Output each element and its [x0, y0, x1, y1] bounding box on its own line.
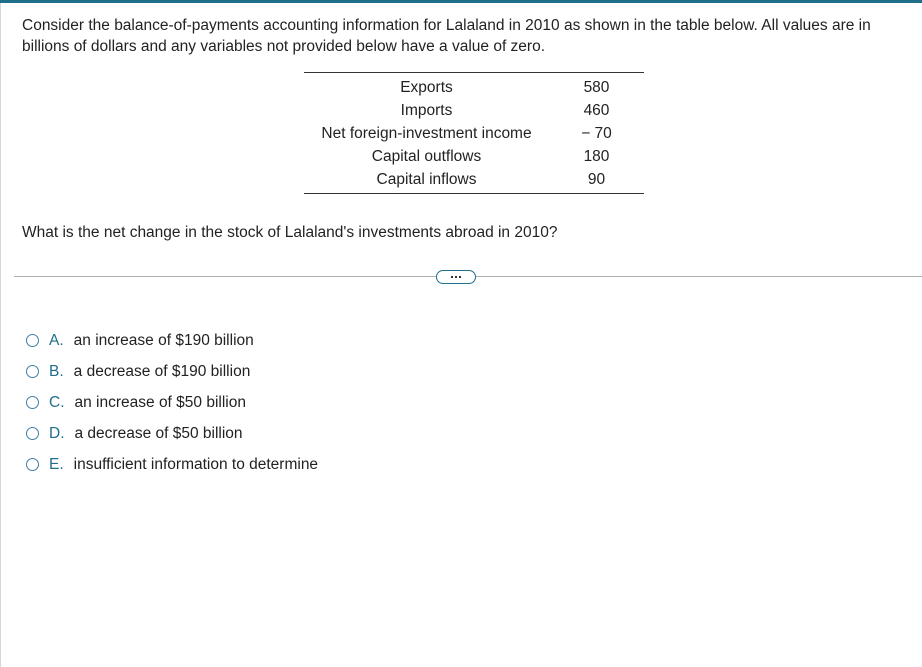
option-letter: E.	[49, 455, 64, 473]
ellipsis-icon	[451, 276, 461, 278]
table-row-label: Exports	[400, 78, 453, 96]
table-row-value: − 70	[581, 124, 612, 142]
radio-button[interactable]	[26, 458, 39, 471]
table-row	[304, 76, 644, 99]
option-text: a decrease of $50 billion	[74, 424, 243, 442]
question-prompt: What is the net change in the stock of Lalaland's investments abroad in 2010?	[22, 224, 558, 241]
table-row	[304, 145, 644, 168]
option-letter: A.	[49, 331, 64, 349]
top-accent-bar	[0, 0, 922, 3]
table-row	[304, 122, 644, 145]
option-a[interactable]	[26, 325, 318, 356]
option-letter: C.	[49, 393, 65, 411]
option-b[interactable]	[26, 356, 318, 387]
option-text: an increase of $50 billion	[74, 393, 246, 411]
radio-button[interactable]	[26, 396, 39, 409]
left-border	[0, 3, 1, 667]
option-e[interactable]	[26, 449, 318, 480]
option-text: a decrease of $190 billion	[73, 362, 251, 380]
bop-table	[304, 72, 644, 194]
radio-button[interactable]	[26, 427, 39, 440]
option-letter: D.	[49, 424, 65, 442]
radio-button[interactable]	[26, 334, 39, 347]
table-row-label: Net foreign-investment income	[321, 124, 532, 142]
table-row-label: Imports	[400, 101, 453, 119]
option-d[interactable]	[26, 418, 318, 449]
more-options-button[interactable]	[436, 270, 476, 284]
option-c[interactable]	[26, 387, 318, 418]
table-row	[304, 99, 644, 122]
radio-button[interactable]	[26, 365, 39, 378]
table-row-value: 180	[583, 147, 610, 165]
table-row-label: Capital outflows	[371, 147, 482, 165]
table-row-value: 580	[583, 78, 610, 96]
option-text: insufficient information to determine	[73, 455, 319, 473]
table-row-label: Capital inflows	[376, 170, 477, 188]
option-text: an increase of $190 billion	[73, 331, 254, 349]
answer-options	[26, 325, 318, 480]
question-intro: Consider the balance-of-payments accounting information for Lalaland in 2010 as shown in the table below. All values are in billions of dollars and any variables not provided below have a value of zero.	[22, 17, 871, 55]
option-letter: B.	[49, 362, 64, 380]
table-row-value: 460	[583, 101, 610, 119]
table-row	[304, 168, 644, 191]
table-row-value: 90	[587, 170, 606, 188]
